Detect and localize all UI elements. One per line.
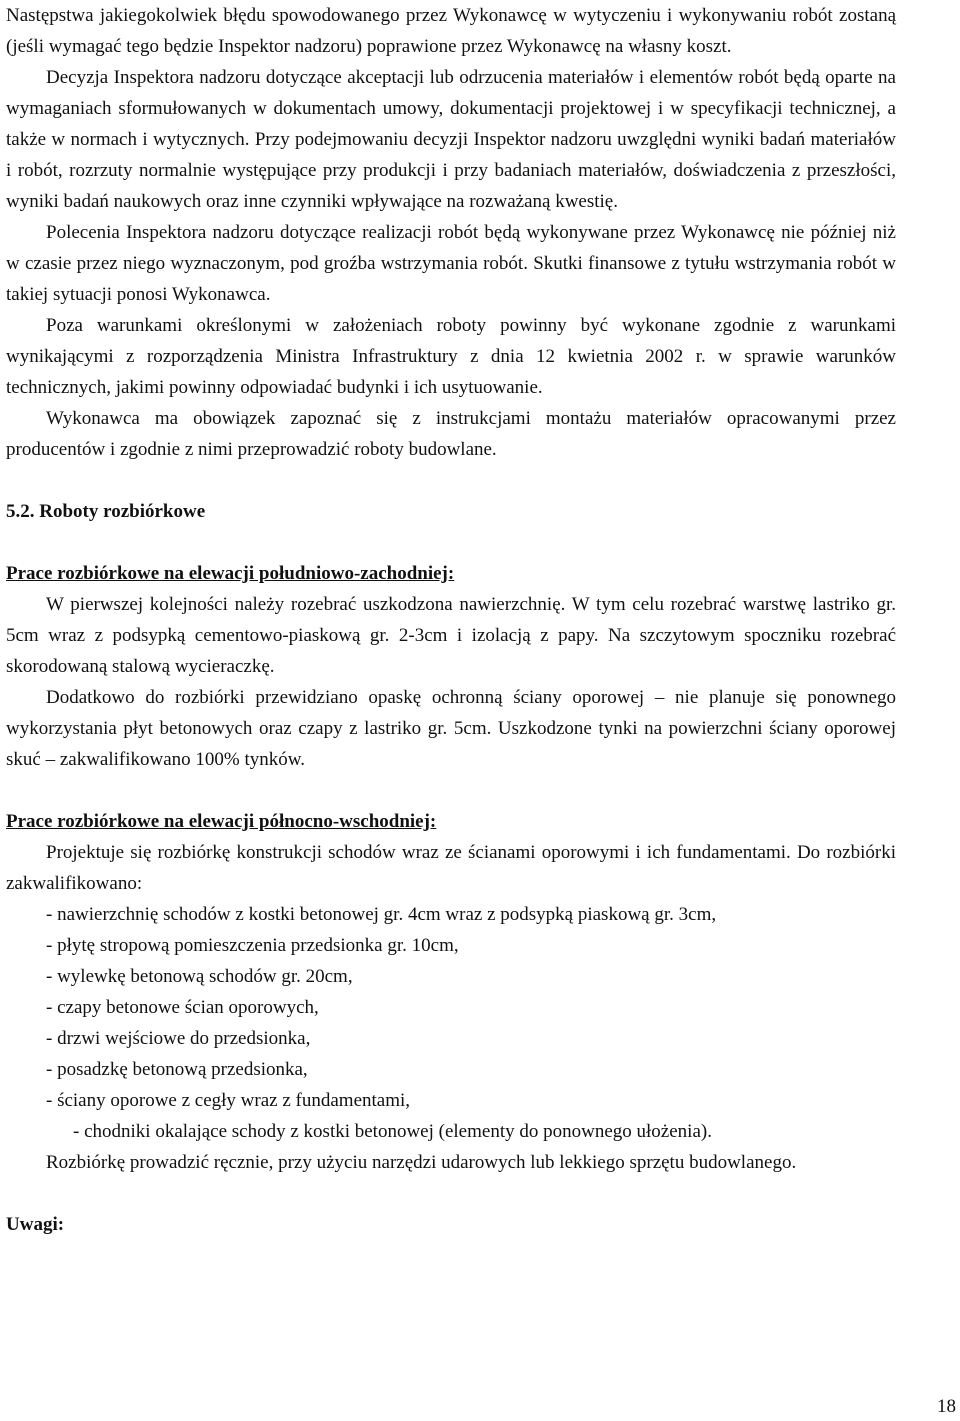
paragraph: Wykonawca ma obowiązek zapoznać się z instrukcjami montażu materiałów opracowanymi przez producentów i zgodnie z nimi przeprowadzić roboty budowlane. bbox=[6, 408, 896, 460]
paragraph: Decyzja Inspektora nadzoru dotyczące akceptacji lub odrzucenia materiałów i elementów robót będą oparte na wymaganiach sformułowanych w dokumentach umowy, dokumentacji projektowej i w specyfikacji technicznej, a także w normach i wytycznych. Przy podejmowaniu decyzji Inspektor nadzoru uwzględni wyniki badań materiałów i robót, rozrzuty normalnie występujące przy produkcji i przy badaniach materiałów, doświadczenia z przeszłości, wyniki badań naukowych oraz inne czynniki wpływające na rozważaną kwestię. bbox=[6, 67, 896, 212]
spacer bbox=[6, 465, 896, 496]
notes-heading: Uwagi: bbox=[6, 1214, 65, 1235]
subsection-heading-ne: Prace rozbiórkowe na elewacji północno-wschodniej: bbox=[6, 811, 437, 832]
list-item: - czapy betonowe ścian oporowych, bbox=[46, 997, 319, 1018]
document-page bbox=[6, 0, 896, 1240]
demolition-list bbox=[6, 899, 896, 1147]
paragraph: Rozbiórkę prowadzić ręcznie, przy użyciu narzędzi udarowych lub lekkiego sprzętu budowlanego. bbox=[46, 1152, 797, 1173]
section-heading: 5.2. Roboty rozbiórkowe bbox=[6, 501, 206, 522]
paragraph: W pierwszej kolejności należy rozebrać uszkodzona nawierzchnię. W tym celu rozebrać warstwę lastriko gr. 5cm wraz z podsypką cementowo-piaskową gr. 2-3cm i izolacją z papy. Na szczytowym spoczniku rozebrać skorodowaną stalową wycieraczkę. bbox=[6, 594, 896, 677]
paragraph: Następstwa jakiegokolwiek błędu spowodowanego przez Wykonawcę w wytyczeniu i wykonywaniu robót zostaną (jeśli wymagać tego będzie Inspektor nadzoru) poprawione przez Wykonawcę na własny koszt. bbox=[6, 5, 896, 57]
list-item: - wylewkę betonową schodów gr. 20cm, bbox=[46, 966, 353, 987]
spacer bbox=[6, 1178, 896, 1209]
list-item: - płytę stropową pomieszczenia przedsionka gr. 10cm, bbox=[46, 935, 459, 956]
paragraph: Projektuje się rozbiórkę konstrukcji schodów wraz ze ścianami oporowymi i ich fundamentami. Do rozbiórki zakwalifikowano: bbox=[6, 842, 896, 894]
list-item: - drzwi wejściowe do przedsionka, bbox=[46, 1028, 311, 1049]
paragraph: Polecenia Inspektora nadzoru dotyczące realizacji robót będą wykonywane przez Wykonawcę nie później niż w czasie przez niego wyznaczonym, pod groźba wstrzymania robót. Skutki finansowe z tytułu wstrzymania robót w takiej sytuacji ponosi Wykonawca. bbox=[6, 222, 896, 305]
spacer bbox=[6, 775, 896, 806]
spacer bbox=[6, 527, 896, 558]
subsection-heading-sw: Prace rozbiórkowe na elewacji południowo-zachodniej: bbox=[6, 563, 455, 584]
list-item: - chodniki okalające schody z kostki betonowej (elementy do ponownego ułożenia). bbox=[73, 1121, 712, 1142]
list-item: - posadzkę betonową przedsionka, bbox=[46, 1059, 308, 1080]
page-number: 18 bbox=[937, 1396, 956, 1417]
paragraph: Poza warunkami określonymi w założeniach roboty powinny być wykonane zgodnie z warunkami wynikającymi z rozporządzenia Ministra Infrastruktury z dnia 12 kwietnia 2002 r. w sprawie warunków technicznych, jakimi powinny odpowiadać budynki i ich usytuowanie. bbox=[6, 315, 896, 398]
list-item: - nawierzchnię schodów z kostki betonowej gr. 4cm wraz z podsypką piaskową gr. 3cm, bbox=[46, 904, 717, 925]
list-item: - ściany oporowe z cegły wraz z fundamentami, bbox=[46, 1090, 411, 1111]
paragraph: Dodatkowo do rozbiórki przewidziano opaskę ochronną ściany oporowej – nie planuje się ponownego wykorzystania płyt betonowych oraz czapy z lastriko gr. 5cm. Uszkodzone tynki na powierzchni ściany oporowej skuć – zakwalifikowano 100% tynków. bbox=[6, 687, 896, 770]
